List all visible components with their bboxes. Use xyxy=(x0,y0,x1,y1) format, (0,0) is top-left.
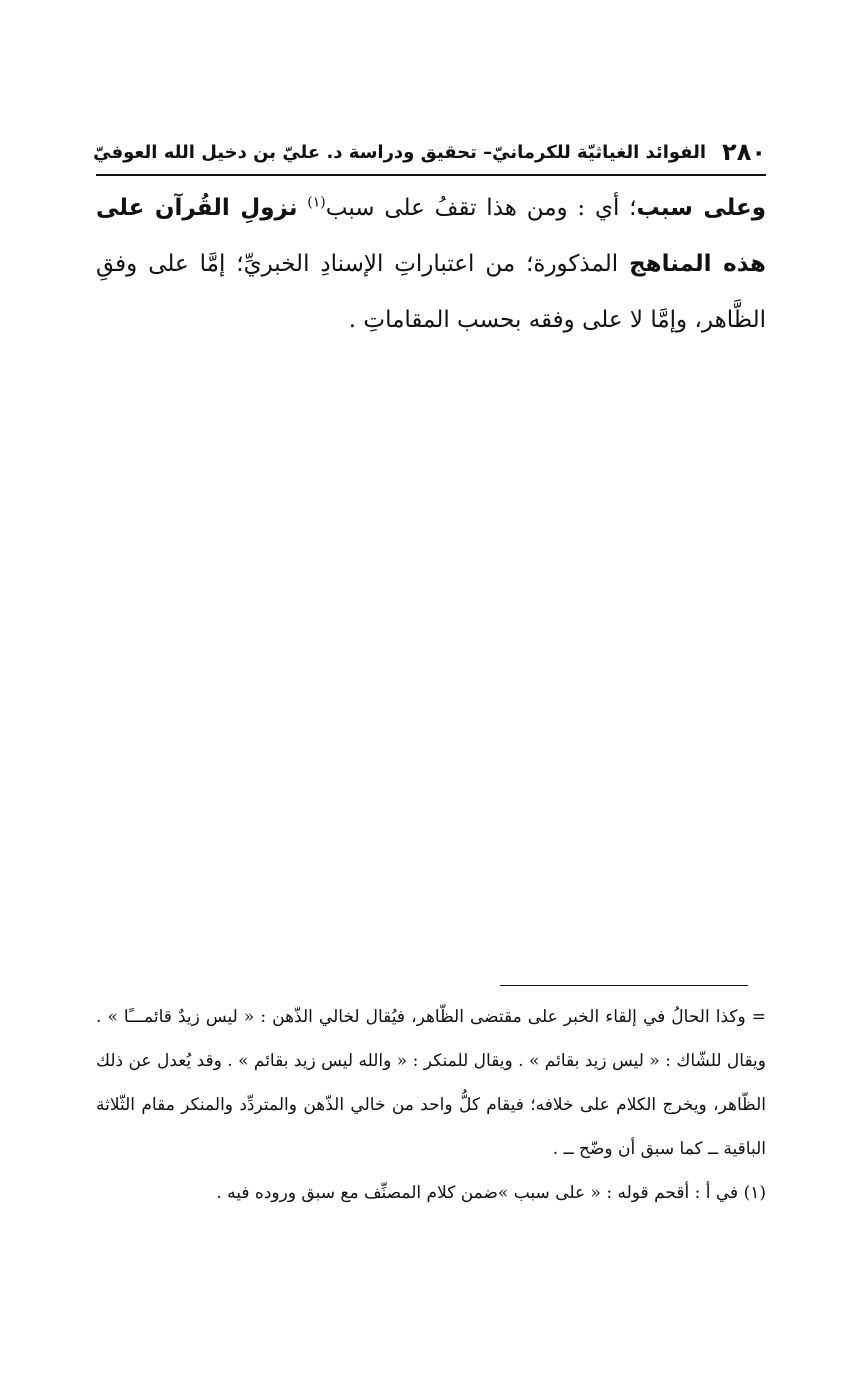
text-run-1: ؛ أي : ومن هذا تقفُ على سبب xyxy=(325,195,637,221)
footnotes xyxy=(96,995,766,1215)
bold-phrase-2: نزولِ القُرآن على هذه المناهج xyxy=(96,195,766,277)
page-header xyxy=(93,132,766,172)
bold-phrase-1: وعلى سبب xyxy=(636,195,767,221)
main-paragraph xyxy=(96,180,766,348)
footnote-reference[interactable]: (١) xyxy=(307,194,326,211)
footnote-1: (١) في أ : أقحم قوله : « على سبب »ضمن كلام المصنِّف مع سبق وروده فيه . xyxy=(216,1183,766,1203)
footnote-separator xyxy=(500,985,748,986)
running-title: الفوائد الغياثيّة للكرمانيّ– تحقيق ودراسة د. عليّ بن دخيل الله العوفيّ xyxy=(93,141,707,163)
page-number: ٢٨٠ xyxy=(722,138,766,166)
footnote-continuation: = وكذا الحالُ في إلقاء الخبر على مقتضى الظّاهر، فيُقال لخالي الذّهن : « ليس زيدٌ قائمـــًا » . ويقال للشّاك : « ليس زيد بقائم » . ويقال للمنكر : « والله ليس زيد بقائم » . وقد يُعدل عن ذلك الظّاهر، ويخرج الكلام على خلافه؛ فيقام كلُّ واحد من خالي الذّهن والمتردِّد والمنكر مقام الثّلاثة الباقية ــ كما سبق أن وضّح ــ . xyxy=(96,1007,766,1159)
main-text xyxy=(96,180,766,348)
text-run-2: المذكورة؛ من اعتباراتِ الإسنادِ الخبريِّ؛ إمَّا على وفقِ الظَّاهر، وإمَّا لا على وفقه بحسب المقاماتِ . xyxy=(96,251,766,333)
header-rule xyxy=(96,174,766,176)
